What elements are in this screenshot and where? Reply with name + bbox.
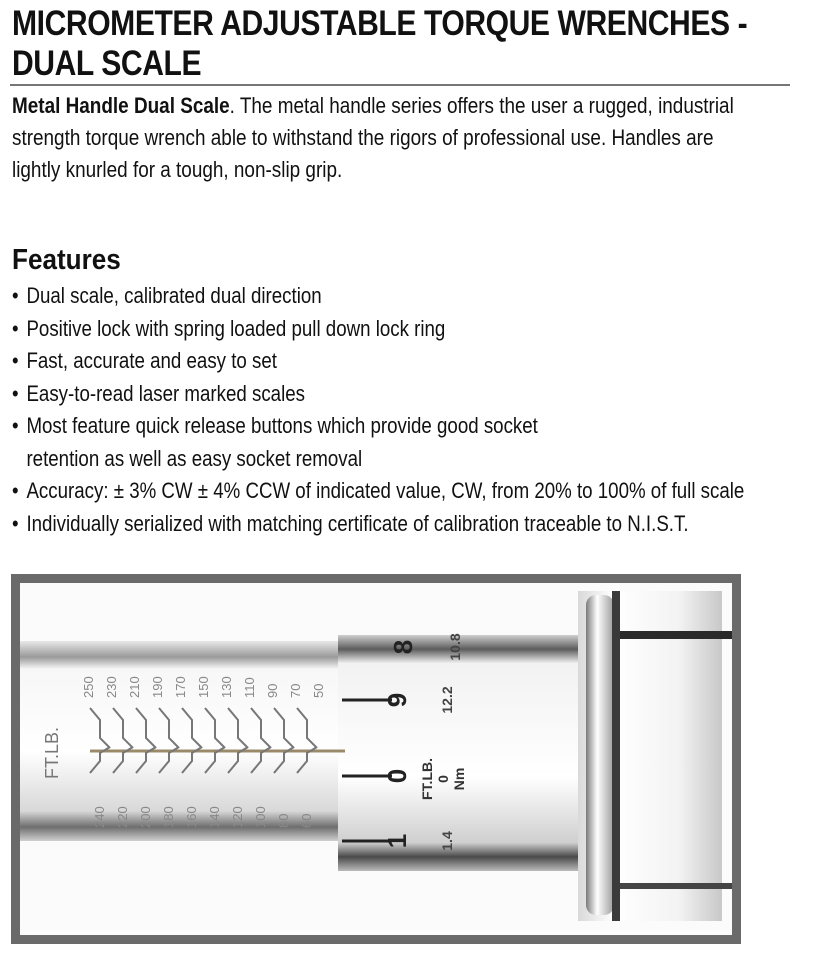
page-title: [12, 4, 748, 84]
scale-tick-label: 120: [230, 806, 245, 828]
title-line-1: MICROMETER ADJUSTABLE TORQUE WRENCHES -: [12, 4, 748, 43]
thimble-digit: 1: [382, 833, 412, 849]
wrench-thimble: [338, 635, 578, 871]
scale-tick-label: 100: [253, 806, 268, 828]
thimble-digit: 8: [388, 639, 418, 655]
features-heading: Features: [12, 244, 121, 276]
nm-value: 12.2: [439, 686, 455, 714]
scale-tick-label: 210: [127, 676, 142, 698]
scale-tick-label: 220: [115, 806, 130, 828]
scale-tick-label: 110: [242, 677, 257, 698]
scale-tick-label: 250: [81, 676, 96, 698]
features-list: [12, 280, 803, 540]
torque-wrench-photo: [11, 574, 741, 944]
thimble-unit-bottom: Nm: [451, 767, 467, 791]
feature-item: • Individually serialized with matching certificate of calibration traceable to N.I.S.T.: [12, 508, 803, 541]
feature-item: • Fast, accurate and easy to set: [12, 345, 803, 378]
scale-tick-label: 60: [299, 813, 314, 828]
feature-item: • Dual scale, calibrated dual direction: [12, 280, 803, 313]
thimble-digit: 9: [382, 692, 412, 708]
scale-tick-label: 90: [265, 683, 280, 698]
scale-tick-label: 80: [276, 813, 291, 828]
thimble-unit-top: FT.LB.: [419, 758, 435, 800]
scale-tick-label: 230: [104, 676, 119, 698]
nm-value: 1.4: [439, 831, 455, 851]
scale-tick-label: 170: [173, 676, 188, 698]
scale-tick-label: 70: [288, 683, 303, 698]
nm-value: 10.8: [447, 633, 463, 661]
lock-ring: [586, 595, 614, 915]
scale-tick-label: 200: [138, 806, 153, 828]
scale-tick-label: 180: [161, 806, 176, 828]
thimble-zero: 0: [435, 775, 451, 783]
feature-item: • Easy-to-read laser marked scales: [12, 378, 803, 411]
scale-tick-label: 130: [219, 676, 234, 698]
scale-tick-label: 50: [311, 683, 326, 698]
title-line-2: DUAL SCALE: [12, 44, 202, 83]
title-divider: [10, 84, 790, 86]
feature-item: • Most feature quick release buttons which provide good socket retention as well as easy socket removal: [12, 410, 570, 475]
feature-item: • Accuracy: ± 3% CW ± 4% CCW of indicated value, CW, from 20% to 100% of full scale: [12, 475, 803, 508]
scale-tick-label: 150: [196, 676, 211, 698]
thimble-digit: 0: [382, 768, 412, 784]
scale-tick-label: 160: [184, 806, 199, 828]
scale-tick-label: 190: [150, 676, 165, 698]
scale-tick-label: 240: [92, 806, 107, 828]
scale-tick-label: 140: [207, 806, 222, 828]
intro-paragraph: [12, 90, 743, 186]
wrench-closeup-image: [20, 583, 732, 935]
intro-lead: Metal Handle Dual Scale: [12, 93, 230, 118]
intro-body: . The metal handle series offers the user a rugged, industrial strength torque wrench able to withstand the rigors of professional use. Handles are lightly knurled for a tough, non-slip grip.: [12, 93, 734, 182]
scale-unit-label: FT.LB.: [42, 726, 62, 780]
feature-item: • Positive lock with spring loaded pull down lock ring: [12, 313, 803, 346]
